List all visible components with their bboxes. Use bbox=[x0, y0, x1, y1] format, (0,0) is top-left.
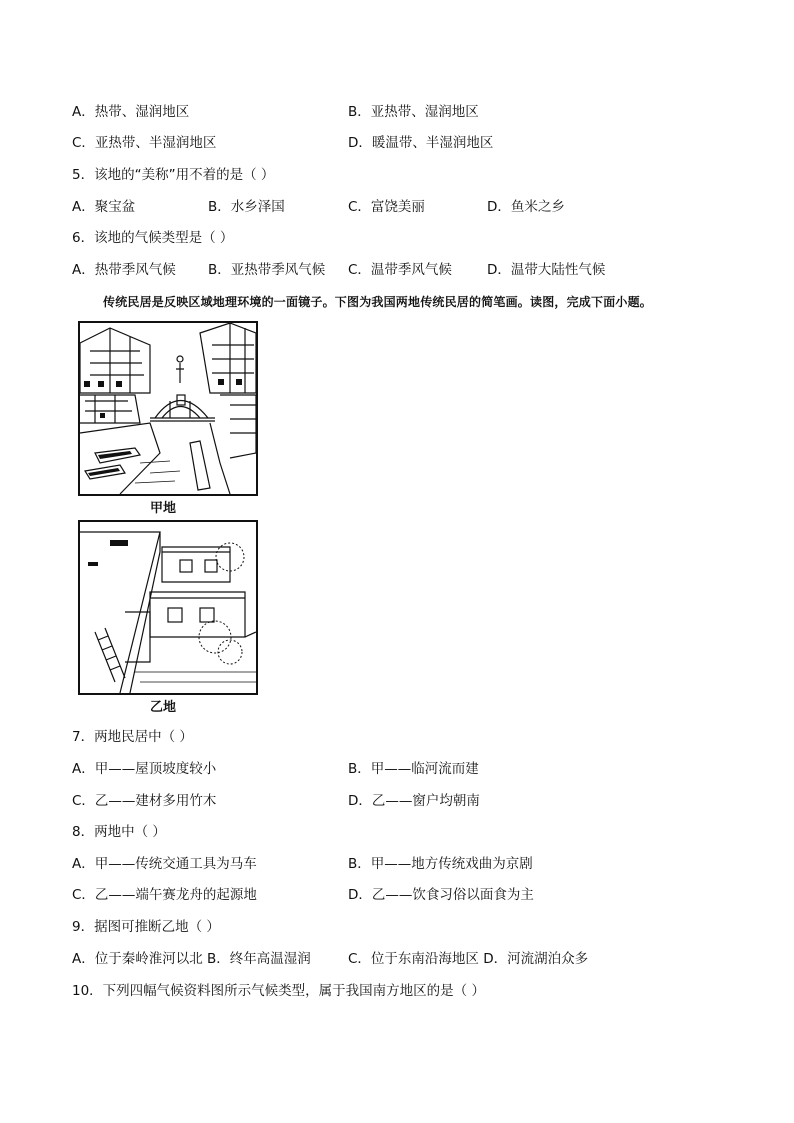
q6-option-b: B．亚热带季风气候 bbox=[208, 262, 326, 278]
q9-option-cd: C．位于东南沿海地区 D．河流湖泊众多 bbox=[348, 951, 589, 967]
q4-option-a: A．热带、湿润地区 bbox=[72, 104, 190, 120]
figure-jia-sketch bbox=[78, 321, 258, 496]
q8-option-d: D．乙——饮食习俗以面食为主 bbox=[348, 887, 534, 903]
q8-stem: 8．两地中（ ） bbox=[72, 824, 166, 840]
q8-option-c: C．乙——端午赛龙舟的起源地 bbox=[72, 887, 257, 903]
q7-option-b: B．甲——临河流而建 bbox=[348, 761, 479, 777]
q4-option-b: B．亚热带、湿润地区 bbox=[348, 104, 479, 120]
yi-sketch-drawing bbox=[80, 522, 256, 693]
jia-sketch-drawing bbox=[80, 323, 256, 494]
q5-option-d: D．鱼米之乡 bbox=[487, 199, 565, 215]
q5-option-c: C．富饶美丽 bbox=[348, 199, 425, 215]
q7-option-c: C．乙——建材多用竹木 bbox=[72, 793, 217, 809]
q5-option-a: A．聚宝盆 bbox=[72, 199, 136, 215]
q9-option-ab: A．位于秦岭淮河以北 B．终年高温湿润 bbox=[72, 951, 311, 967]
q6-stem: 6．该地的气候类型是（ ） bbox=[72, 230, 234, 246]
q10-stem: 10．下列四幅气候资料图所示气候类型，属于我国南方地区的是（ ） bbox=[72, 983, 485, 999]
q7-stem: 7．两地民居中（ ） bbox=[72, 729, 193, 745]
q8-option-b: B．甲——地方传统戏曲为京剧 bbox=[348, 856, 533, 872]
q6-option-c: C．温带季风气候 bbox=[348, 262, 452, 278]
figure-jia-caption: 甲地 bbox=[150, 501, 177, 516]
q4-option-c: C．亚热带、半湿润地区 bbox=[72, 135, 217, 151]
q4-option-d: D．暖温带、半湿润地区 bbox=[348, 135, 494, 151]
passage-intro: 传统民居是反映区域地理环境的一面镜子。下图为我国两地传统民居的简笔画。读图，完成下面小题。 bbox=[103, 295, 653, 309]
q9-stem: 9．据图可推断乙地（ ） bbox=[72, 919, 220, 935]
q7-option-a: A．甲——屋顶坡度较小 bbox=[72, 761, 217, 777]
figure-yi-sketch bbox=[78, 520, 258, 695]
q5-stem: 5．该地的“美称”用不着的是（ ） bbox=[72, 167, 275, 183]
q6-option-a: A．热带季风气候 bbox=[72, 262, 176, 278]
q5-option-b: B．水乡泽国 bbox=[208, 199, 285, 215]
q6-option-d: D．温带大陆性气候 bbox=[487, 262, 606, 278]
figure-yi-caption: 乙地 bbox=[150, 700, 177, 715]
q8-option-a: A．甲——传统交通工具为马车 bbox=[72, 856, 257, 872]
q7-option-d: D．乙——窗户均朝南 bbox=[348, 793, 480, 809]
